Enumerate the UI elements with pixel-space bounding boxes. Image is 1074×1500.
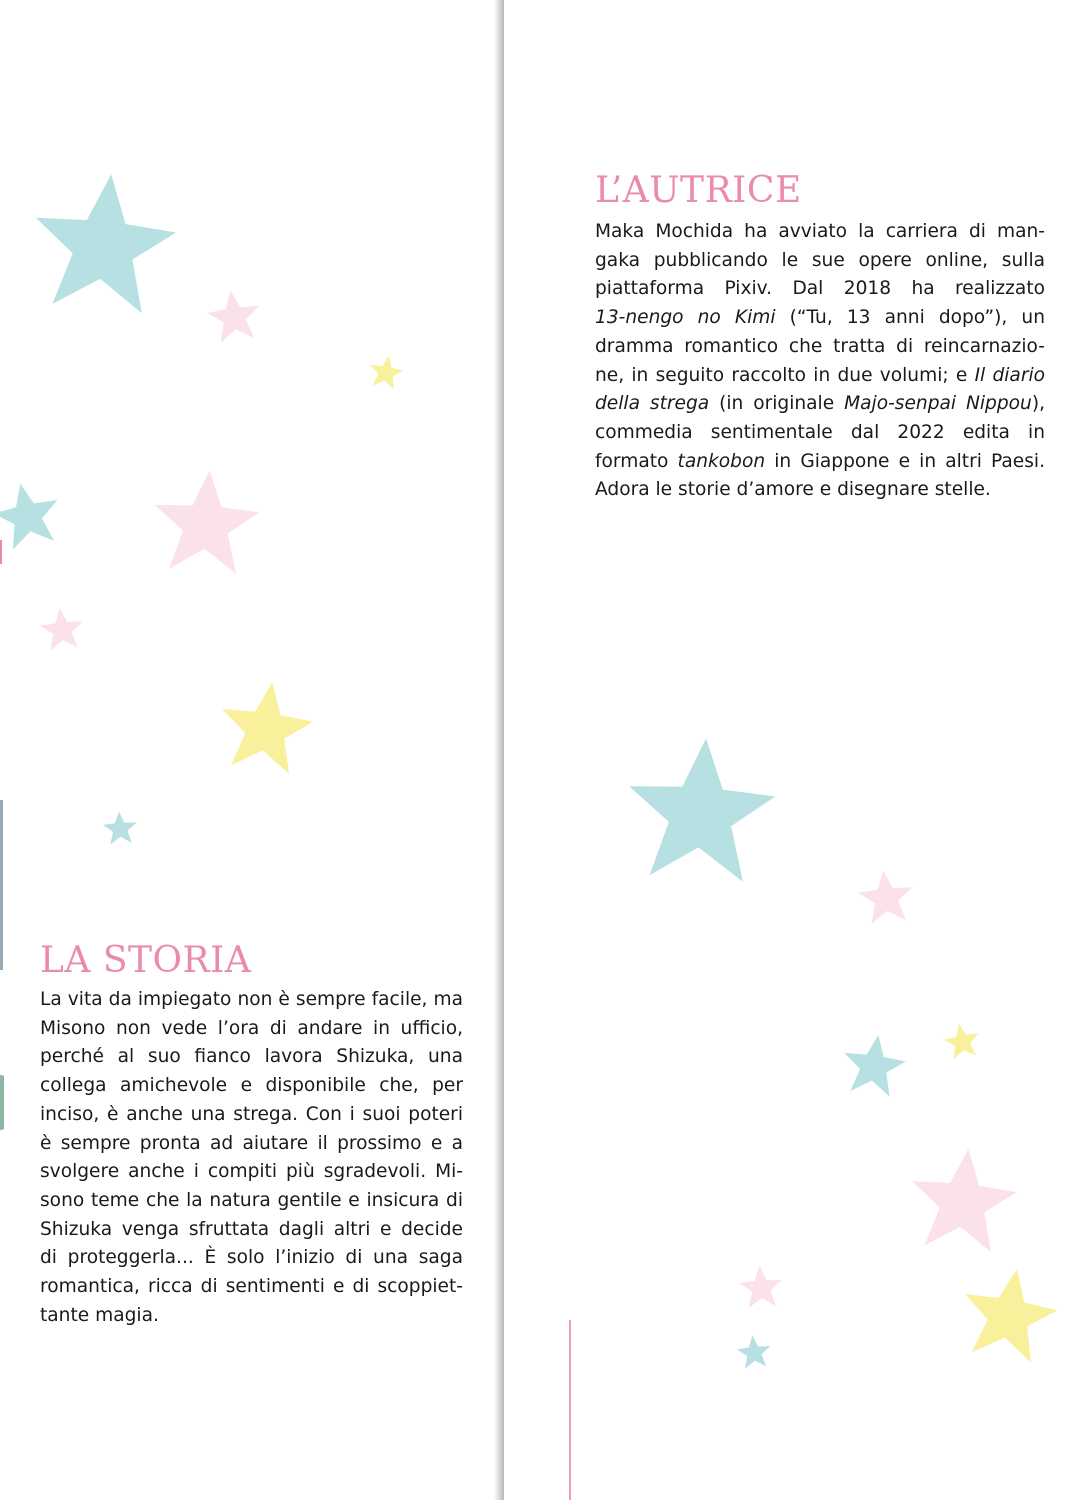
- text-line: tante magia.: [40, 1304, 159, 1326]
- italic-title: 13-nengo no Kimi: [595, 307, 776, 329]
- text-fragment: ),: [1031, 393, 1045, 415]
- text-fragment: (in originale: [709, 393, 845, 415]
- star-decoration: [365, 351, 407, 393]
- italic-title: della strega: [595, 393, 710, 415]
- text-line: è sempre pronta ad aiutare il prossimo e a: [40, 1132, 463, 1154]
- star-decoration: [210, 672, 323, 783]
- text-fragment: (“Tu, 13 anni dopo”), un: [775, 307, 1045, 329]
- star-decoration: [940, 1019, 984, 1063]
- left-page: [0, 0, 503, 1500]
- star-decoration: [201, 284, 266, 348]
- text-line: [595, 304, 1045, 333]
- star-decoration: [36, 604, 89, 655]
- text-line: perché al suo fianco lavora Shizuka, una: [40, 1046, 463, 1068]
- text-line: gaka pubblicando le sue opere online, sulla: [595, 249, 1045, 271]
- storia-title: LA STORIA: [40, 940, 252, 981]
- page-fold-shadow: [494, 0, 504, 1500]
- text-line: inciso, è anche una strega. Con i suoi poteri: [40, 1103, 463, 1125]
- text-line: dramma romantico che tratta di reincarnazio-: [595, 335, 1045, 357]
- star-decoration: [144, 462, 268, 582]
- text-line: Maka Mochida ha avviato la carriera di man-: [595, 221, 1045, 242]
- text-line: di proteggerla... È solo l’inizio di una saga: [40, 1247, 463, 1269]
- page-edge-line: [569, 1320, 571, 1500]
- italic-term: tankobon: [677, 450, 766, 472]
- text-line: Adora le storie d’amore e disegnare stelle.: [595, 479, 991, 501]
- edge-artwork-fragment: [0, 800, 11, 970]
- text-line: [595, 362, 1045, 391]
- star-decoration: [101, 809, 139, 847]
- star-decoration: [17, 160, 192, 326]
- text-line: Misono non vede l’ora di andare in ufficio,: [40, 1017, 463, 1039]
- star-decoration: [854, 865, 918, 929]
- autrice-body: [595, 218, 1045, 505]
- autrice-title: L’AUTRICE: [595, 170, 802, 211]
- text-line: collega amichevole e disponibile che, per: [40, 1075, 463, 1097]
- italic-title: Majo-senpai Nippou: [844, 393, 1032, 415]
- text-line: La vita da impiegato non è sempre facile, ma: [40, 989, 463, 1010]
- text-line: romantica, ricca di sentimenti e di scoppiet-: [40, 1276, 463, 1298]
- star-decoration: [735, 1262, 786, 1311]
- text-fragment: formato: [595, 450, 678, 472]
- star-decoration: [734, 1332, 774, 1372]
- text-line: Shizuka venga sfruttata dagli altri e decide: [40, 1218, 463, 1240]
- italic-title: Il diario: [974, 364, 1046, 386]
- right-page: [571, 0, 1074, 1500]
- text-fragment: ne, in seguito raccolto in due volumi; e: [595, 364, 975, 386]
- text-line: sono teme che la natura gentile e insicura di: [40, 1189, 463, 1211]
- storia-body: [40, 986, 463, 1330]
- text-fragment: in Giappone e in altri Paesi.: [765, 450, 1045, 472]
- text-line: [595, 390, 1045, 419]
- text-line: piattaforma Pixiv. Dal 2018 ha realizzato: [595, 278, 1045, 300]
- page-gutter: [503, 0, 571, 1500]
- edge-artwork-fragment: [0, 1075, 12, 1130]
- star-decoration: [901, 1138, 1024, 1261]
- star-decoration: [951, 1256, 1067, 1372]
- text-line: commedia sentimentale dal 2022 edita in: [595, 421, 1045, 443]
- text-line: [595, 448, 1045, 477]
- star-decoration: [0, 473, 70, 557]
- star-decoration: [616, 727, 786, 894]
- text-line: svolgere anche i compiti più sgradevoli. Mi-: [40, 1161, 463, 1183]
- star-decoration: [836, 1026, 911, 1105]
